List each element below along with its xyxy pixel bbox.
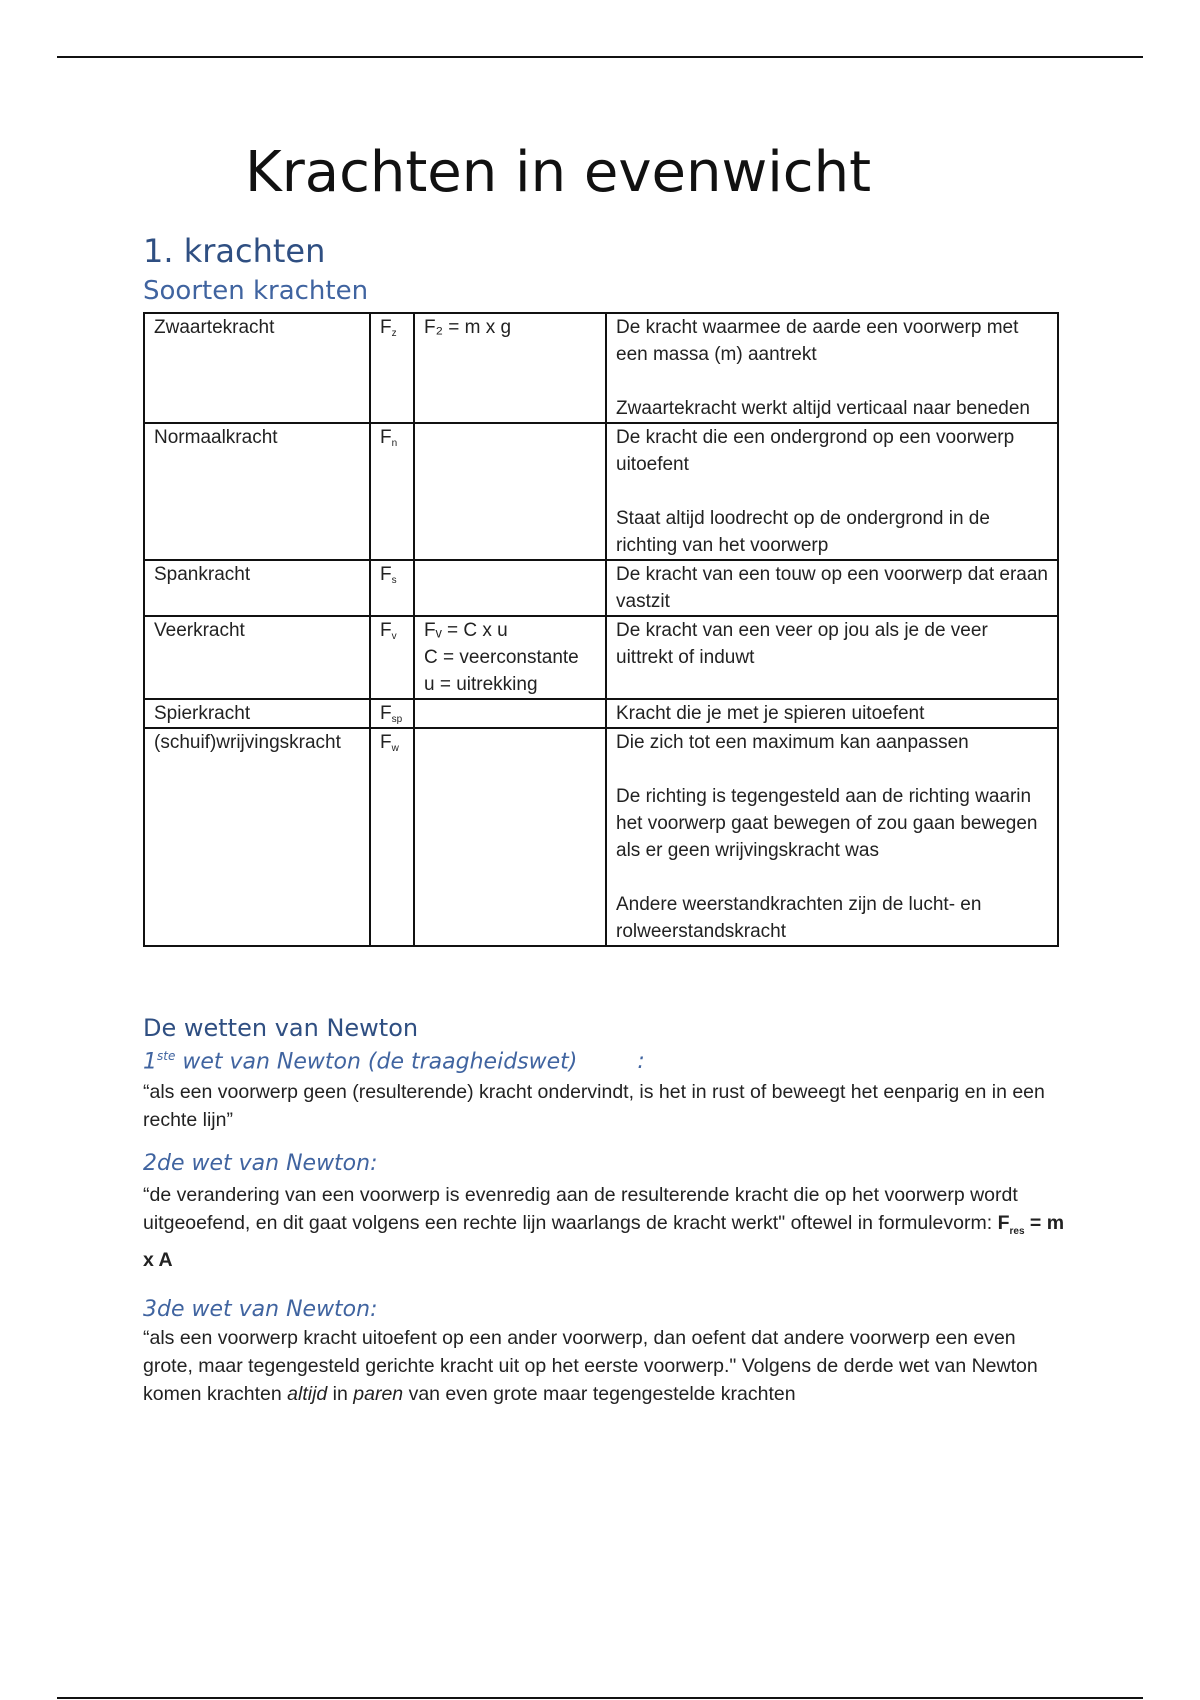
- description-paragraph: Zwaartekracht werkt altijd verticaal naar beneden: [616, 398, 1030, 419]
- law3-heading: 3de wet van Newton:: [143, 1297, 378, 1322]
- law3-text: “als een voorwerp kracht uitoefent op een ander voorwerp, dan oefent dat andere voorwerp een even grote, maar tegengesteld gerichte kracht uit op het eerste voorwerp." Volgens de derde wet van Newton komen krachten altijd in paren van even grote maar tegengestelde krachten: [143, 1327, 1038, 1405]
- force-formula: [414, 560, 606, 616]
- force-name: (schuif)wrijvingskracht: [144, 728, 370, 946]
- force-name: Normaalkracht: [144, 423, 370, 560]
- force-name: Spankracht: [144, 560, 370, 616]
- description-paragraph: Kracht die je met je spieren uitoefent: [616, 703, 925, 724]
- force-description: [606, 423, 1058, 560]
- force-formula: [414, 728, 606, 946]
- law1-title: wet van Newton (de traagheidswet): [175, 1049, 578, 1075]
- law1-number: 1: [143, 1049, 157, 1075]
- formula-line: C = veerconstante: [424, 647, 579, 668]
- description-paragraph: Die zich tot een maximum kan aanpassen: [616, 732, 969, 753]
- law2-formula: $F_{res} = m$ x A: [143, 1212, 1065, 1271]
- force-description: [606, 560, 1058, 616]
- force-formula: [414, 423, 606, 560]
- footer-rule: [57, 1697, 1143, 1699]
- law3-emphasis-altijd: altijd: [287, 1383, 328, 1405]
- table-row: [144, 313, 1058, 423]
- force-name: Zwaartekracht: [144, 313, 370, 423]
- law3-emphasis-paren: paren: [353, 1383, 404, 1405]
- table-row: [144, 728, 1058, 946]
- force-name: Veerkracht: [144, 616, 370, 699]
- force-description: [606, 728, 1058, 946]
- formula-line: Fᵥ = C x u: [424, 620, 508, 641]
- law2-text: [143, 1181, 1068, 1274]
- law2-body: “de verandering van een voorwerp is evenredig aan de resulterende kracht die op het voorwerp wordt uitgeoefend, en dit gaat volgens een rechte lijn waarlangs de kracht werkt" oftewel in formulevorm:: [143, 1184, 1018, 1234]
- description-paragraph: Andere weerstandkrachten zijn de lucht- en rolweerstandskracht: [616, 894, 982, 942]
- table-row: [144, 616, 1058, 699]
- header-rule: [57, 56, 1143, 58]
- newton-heading: De wetten van Newton: [143, 1014, 419, 1042]
- law2-heading: 2de wet van Newton:: [143, 1151, 378, 1176]
- description-paragraph: De kracht waarmee de aarde een voorwerp met een massa (m) aantrekt: [616, 317, 1019, 365]
- force-name: Spierkracht: [144, 699, 370, 728]
- force-symbol: $F_s$: [370, 560, 414, 616]
- description-paragraph: De kracht die een ondergrond op een voorwerp uitoefent: [616, 427, 1015, 475]
- force-formula: [414, 616, 606, 699]
- law1-suffix: ste: [157, 1049, 176, 1063]
- force-symbol: $F_n$: [370, 423, 414, 560]
- force-description: [606, 699, 1058, 728]
- force-symbol: $F_{sp}$: [370, 699, 414, 728]
- law1-colon: :: [637, 1049, 645, 1075]
- force-formula: [414, 699, 606, 728]
- force-symbol: $F_w$: [370, 728, 414, 946]
- description-paragraph: De richting is tegengesteld aan de richting waarin het voorwerp gaat bewegen of zou gaan bewegen als er geen wrijvingskracht was: [616, 786, 1038, 861]
- page-title: Krachten in evenwicht: [245, 140, 872, 205]
- force-symbol: $F_z$: [370, 313, 414, 423]
- force-description: [606, 313, 1058, 423]
- formula-line: F₂ = m x g: [424, 317, 512, 338]
- force-formula: [414, 313, 606, 423]
- forces-table: [143, 312, 1059, 947]
- table-row: [144, 699, 1058, 728]
- description-paragraph: De kracht van een veer op jou als je de veer uittrekt of induwt: [616, 620, 988, 668]
- description-paragraph: Staat altijd loodrecht op de ondergrond in de richting van het voorwerp: [616, 508, 990, 556]
- law1-heading: [143, 1049, 645, 1074]
- force-description: [606, 616, 1058, 699]
- description-paragraph: De kracht van een touw op een voorwerp dat eraan vastzit: [616, 564, 1048, 612]
- table-row: [144, 423, 1058, 560]
- subsection-heading: Soorten krachten: [143, 276, 369, 306]
- section-heading: 1. krachten: [143, 232, 326, 270]
- table-row: [144, 560, 1058, 616]
- law1-text: “als een voorwerp geen (resulterende) kracht ondervindt, is het in rust of beweegt het eenparig en in een rechte lijn”: [143, 1081, 1045, 1131]
- formula-line: u = uitrekking: [424, 674, 538, 695]
- force-symbol: $F_v$: [370, 616, 414, 699]
